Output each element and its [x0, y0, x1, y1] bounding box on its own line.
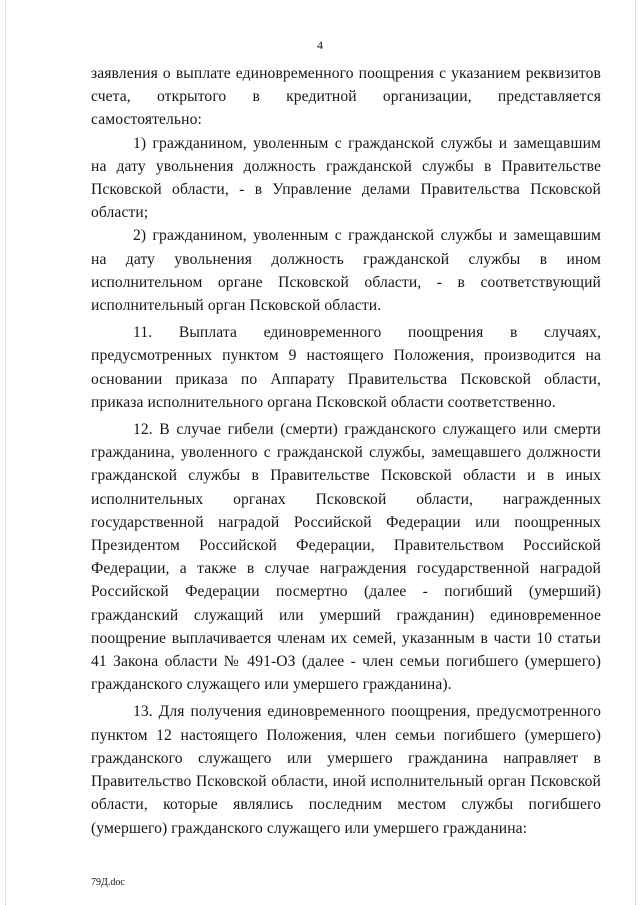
paragraph-13: 13. Для получения единовременного поощрения, предусмотренного пунктом 12 настоящего Положения, член семьи погибшего (умершего) гражданского служащего или умершего гражданина направляет в Правительство Псковской области, иной исполнительный орган Псковской области, которые являлись последним местом службы погибшего (умершего) гражданского служащего или умершего гражданина: [91, 703, 601, 837]
paragraph-item-1: 1) гражданином, уволенным с гражданской службы и замещавшим на дату увольнения должность гражданской службы в Правительстве Псковской области, - в Управление делами Правительства Псковской области; [91, 134, 601, 222]
scan-edge-left [5, 0, 6, 905]
paragraph-continuation: заявления о выплате единовременного поощрения с указанием реквизитов счета, открытого в кредитной организации, представляется самостоятельно: [91, 65, 601, 129]
paragraph-11: 11. Выплата единовременного поощрения в случаях, предусмотренных пунктом 9 настоящего Положения, производится на основании приказа по Аппарату Правительства Псковской области, приказа исполнительного органа Псковской области соответственно. [91, 324, 601, 411]
scan-edge-right [635, 0, 636, 905]
page-number: 4 [317, 38, 323, 52]
document-body [91, 62, 601, 840]
paragraph-item-2: 2) гражданином, уволенным с гражданской службы и замещавшим на дату увольнения должность гражданской службы в ином исполнительном органе Псковской области, - в соответствующий исполнительный орган Псковской области. [91, 227, 601, 315]
footer-filename: 79Д.doc [91, 877, 125, 888]
paragraph-12: 12. В случае гибели (смерти) гражданского служащего или смерти гражданина, уволенного с гражданской службы, замещавшего должности гражданской службы в Правительстве Псковской области и в иных исполнительных органах Псковской области, награжденных государственной наградой Российской Федерации или поощренных Президентом Российской Федерации, Правительством Российской Федерации, а также в случае награждения государственной наградой Российской Федерации посмертно (далее - погибший (умерший) гражданский служащий или умерший гражданин) единовременное поощрение выплачивается членам их семей, указанным в части 10 статьи 41 Закона области № 491-ОЗ (далее - член семьи погибшего (умершего) гражданского служащего или умершего гражданина). [91, 421, 601, 694]
